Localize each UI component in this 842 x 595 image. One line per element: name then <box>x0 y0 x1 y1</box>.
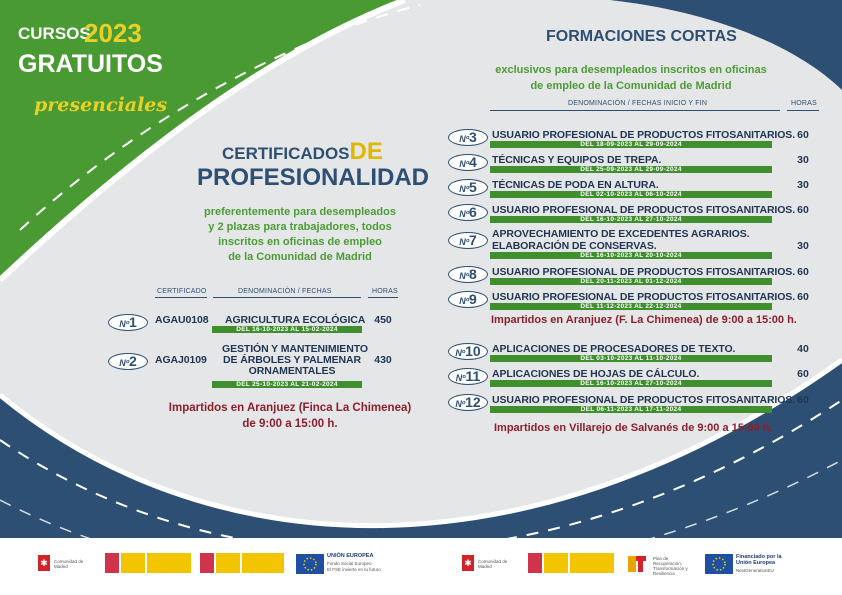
course-hours: 60 <box>797 129 809 141</box>
course-title: APLICACIONES DE HOJAS DE CÁLCULO. <box>492 368 700 380</box>
course-dates: DEL 06-11-2023 AL 17-11-2024 <box>490 406 772 413</box>
course-hours: 450 <box>374 314 392 326</box>
course-dates: DEL 20-11-2023 AL 01-12-2024 <box>490 278 772 285</box>
course-title: USUARIO PROFESIONAL DE PRODUCTOS FITOSANITARIOS. <box>492 394 796 406</box>
certificados-place: Impartidos en Aranjuez (Finca La Chimenea) de 9:00 a 15:00 h. <box>168 402 412 430</box>
course-hours: 40 <box>797 343 809 355</box>
certificados-desc <box>190 205 410 265</box>
course-title: APROVECHAMIENTO DE EXCEDENTES AGRARIOS. ELABORACIÓN DE CONSERVAS. <box>492 228 750 252</box>
course-number-badge: Nº12 <box>448 394 488 411</box>
prtr-logo: Plan de Recuperación, Transformación y Resiliencia <box>626 551 696 577</box>
col-horas: HORAS <box>372 288 398 295</box>
course-dates: DEL 16-10-2023 AL 27-10-2024 <box>490 216 772 223</box>
course-hours: 60 <box>797 204 809 216</box>
course-number-badge: Nº8 <box>448 266 488 283</box>
header-presenciales: presenciales <box>34 94 168 116</box>
formaciones-place-villarejo: Impartidos en Villarejo de Salvanés de 9:00 a 15:00 h. <box>494 422 773 434</box>
col-horas-fc: HORAS <box>791 100 817 107</box>
formaciones-title: FORMACIONES CORTAS <box>546 28 737 45</box>
ministerio-logo <box>200 551 286 577</box>
course-dates: DEL 11-12-2023 AL 22-12-2024 <box>490 303 772 310</box>
course-title: TÉCNICAS Y EQUIPOS DE TREPA. <box>492 154 662 166</box>
course-hours: 30 <box>797 179 809 191</box>
course-title: USUARIO PROFESIONAL DE PRODUCTOS FITOSANITARIOS. <box>492 266 796 278</box>
desc-line: y 2 plazas para trabajadores, todos <box>208 221 392 233</box>
course-title: APLICACIONES DE PROCESADORES DE TEXTO. <box>492 343 736 355</box>
course-code: AGAU0108 <box>155 314 209 326</box>
svg-text:✱: ✱ <box>40 558 48 568</box>
course-title: TÉCNICAS DE PODA EN ALTURA. <box>492 179 659 191</box>
course-hours: 60 <box>797 394 809 406</box>
course-dates: DEL 18-09-2023 AL 29-09-2024 <box>490 141 772 148</box>
course-dates: DEL 02-10-2023 AL 06-10-2024 <box>490 191 772 198</box>
desc-line: inscritos en oficinas de empleo <box>218 236 382 248</box>
course-dates: DEL 25-10-2023 AL 21-02-2024 <box>212 381 362 388</box>
course-hours: 30 <box>797 154 809 166</box>
course-dates: DEL 03-10-2023 AL 11-10-2024 <box>490 355 772 362</box>
header-year: 2023 <box>84 18 142 48</box>
col-certificado: CERTIFICADO <box>157 288 207 295</box>
course-title: USUARIO PROFESIONAL DE PRODUCTOS FITOSANITARIOS. <box>492 291 796 303</box>
course-number-badge: Nº11 <box>448 368 488 385</box>
course-hours: 60 <box>797 368 809 380</box>
svg-text:✱: ✱ <box>464 558 472 568</box>
course-number-badge: Nº4 <box>448 154 488 171</box>
course-dates: DEL 25-09-2023 AL 29-09-2024 <box>490 166 772 173</box>
course-number-badge: Nº3 <box>448 129 488 146</box>
desc-line: preferentemente para desempleados <box>204 206 396 218</box>
course-number-badge: Nº5 <box>448 179 488 196</box>
col-denominacion-fc: DENOMINACIÓN / FECHAS INICIO Y FIN <box>568 100 708 107</box>
eu-fse-logo: UNIÓN EUROPEA Fondo Social Europeo El FSE invierte en tu futuro <box>294 551 384 577</box>
header-cursos: CURSOS <box>18 24 91 43</box>
header-gratuitos: GRATUITOS <box>18 50 163 78</box>
course-hours: 60 <box>797 266 809 278</box>
formaciones-place-aranjuez: Impartidos en Aranjuez (F. La Chimenea) de 9:00 a 15:00 h. <box>491 314 797 326</box>
course-dates: DEL 16-10-2023 AL 20-10-2024 <box>490 252 772 259</box>
certificados-title-de: DE <box>349 138 383 165</box>
gobierno-espana-logo <box>105 551 193 577</box>
course-hours: 60 <box>797 291 809 303</box>
course-number-badge: Nº7 <box>448 232 488 249</box>
course-title: USUARIO PROFESIONAL DE PRODUCTOS FITOSANITARIOS. <box>492 204 796 216</box>
course-number-badge: Nº9 <box>448 291 488 308</box>
course-title: USUARIO PROFESIONAL DE PRODUCTOS FITOSANITARIOS. <box>492 129 796 141</box>
course-title: GESTIÓN Y MANTENIMIENTO DE ÁRBOLES Y PALMENAR ORNAMENTALES <box>222 343 368 377</box>
comunidad-madrid-logo: ✱ Comunidad de Madrid <box>36 551 94 577</box>
course-dates: DEL 16-10-2023 AL 27-10-2024 <box>490 380 772 387</box>
certificados-title-1: CERTIFICADOSDE <box>222 138 383 165</box>
course-hours: 430 <box>374 354 392 366</box>
certificados-title-2: PROFESIONALIDAD <box>197 164 430 191</box>
course-title: AGRICULTURA ECOLÓGICA <box>225 314 366 326</box>
course-number-badge: Nº2 <box>108 353 148 370</box>
comunidad-madrid-logo-2: ✱ Comunidad de Madrid <box>460 551 518 577</box>
course-code: AGAJ0109 <box>155 354 207 366</box>
desc-line: de la Comunidad de Madrid <box>228 251 372 263</box>
course-dates: DEL 16-10-2023 AL 15-02-2024 <box>212 326 362 333</box>
course-hours: 30 <box>797 240 809 252</box>
course-number-badge: Nº6 <box>448 204 488 221</box>
gobierno-espana-logo-2 <box>528 551 616 577</box>
formaciones-subtitle: exclusivos para desempleados inscritos en oficinas de empleo de la Comunidad de Madrid <box>495 64 767 92</box>
course-number-badge: Nº10 <box>448 343 488 360</box>
col-denominacion: DENOMINACIÓN / FECHAS <box>238 288 332 295</box>
course-number-badge: Nº1 <box>108 314 148 331</box>
eu-nextgen-logo: Financiado por la Unión Europea NextGenerationEU <box>703 551 789 577</box>
